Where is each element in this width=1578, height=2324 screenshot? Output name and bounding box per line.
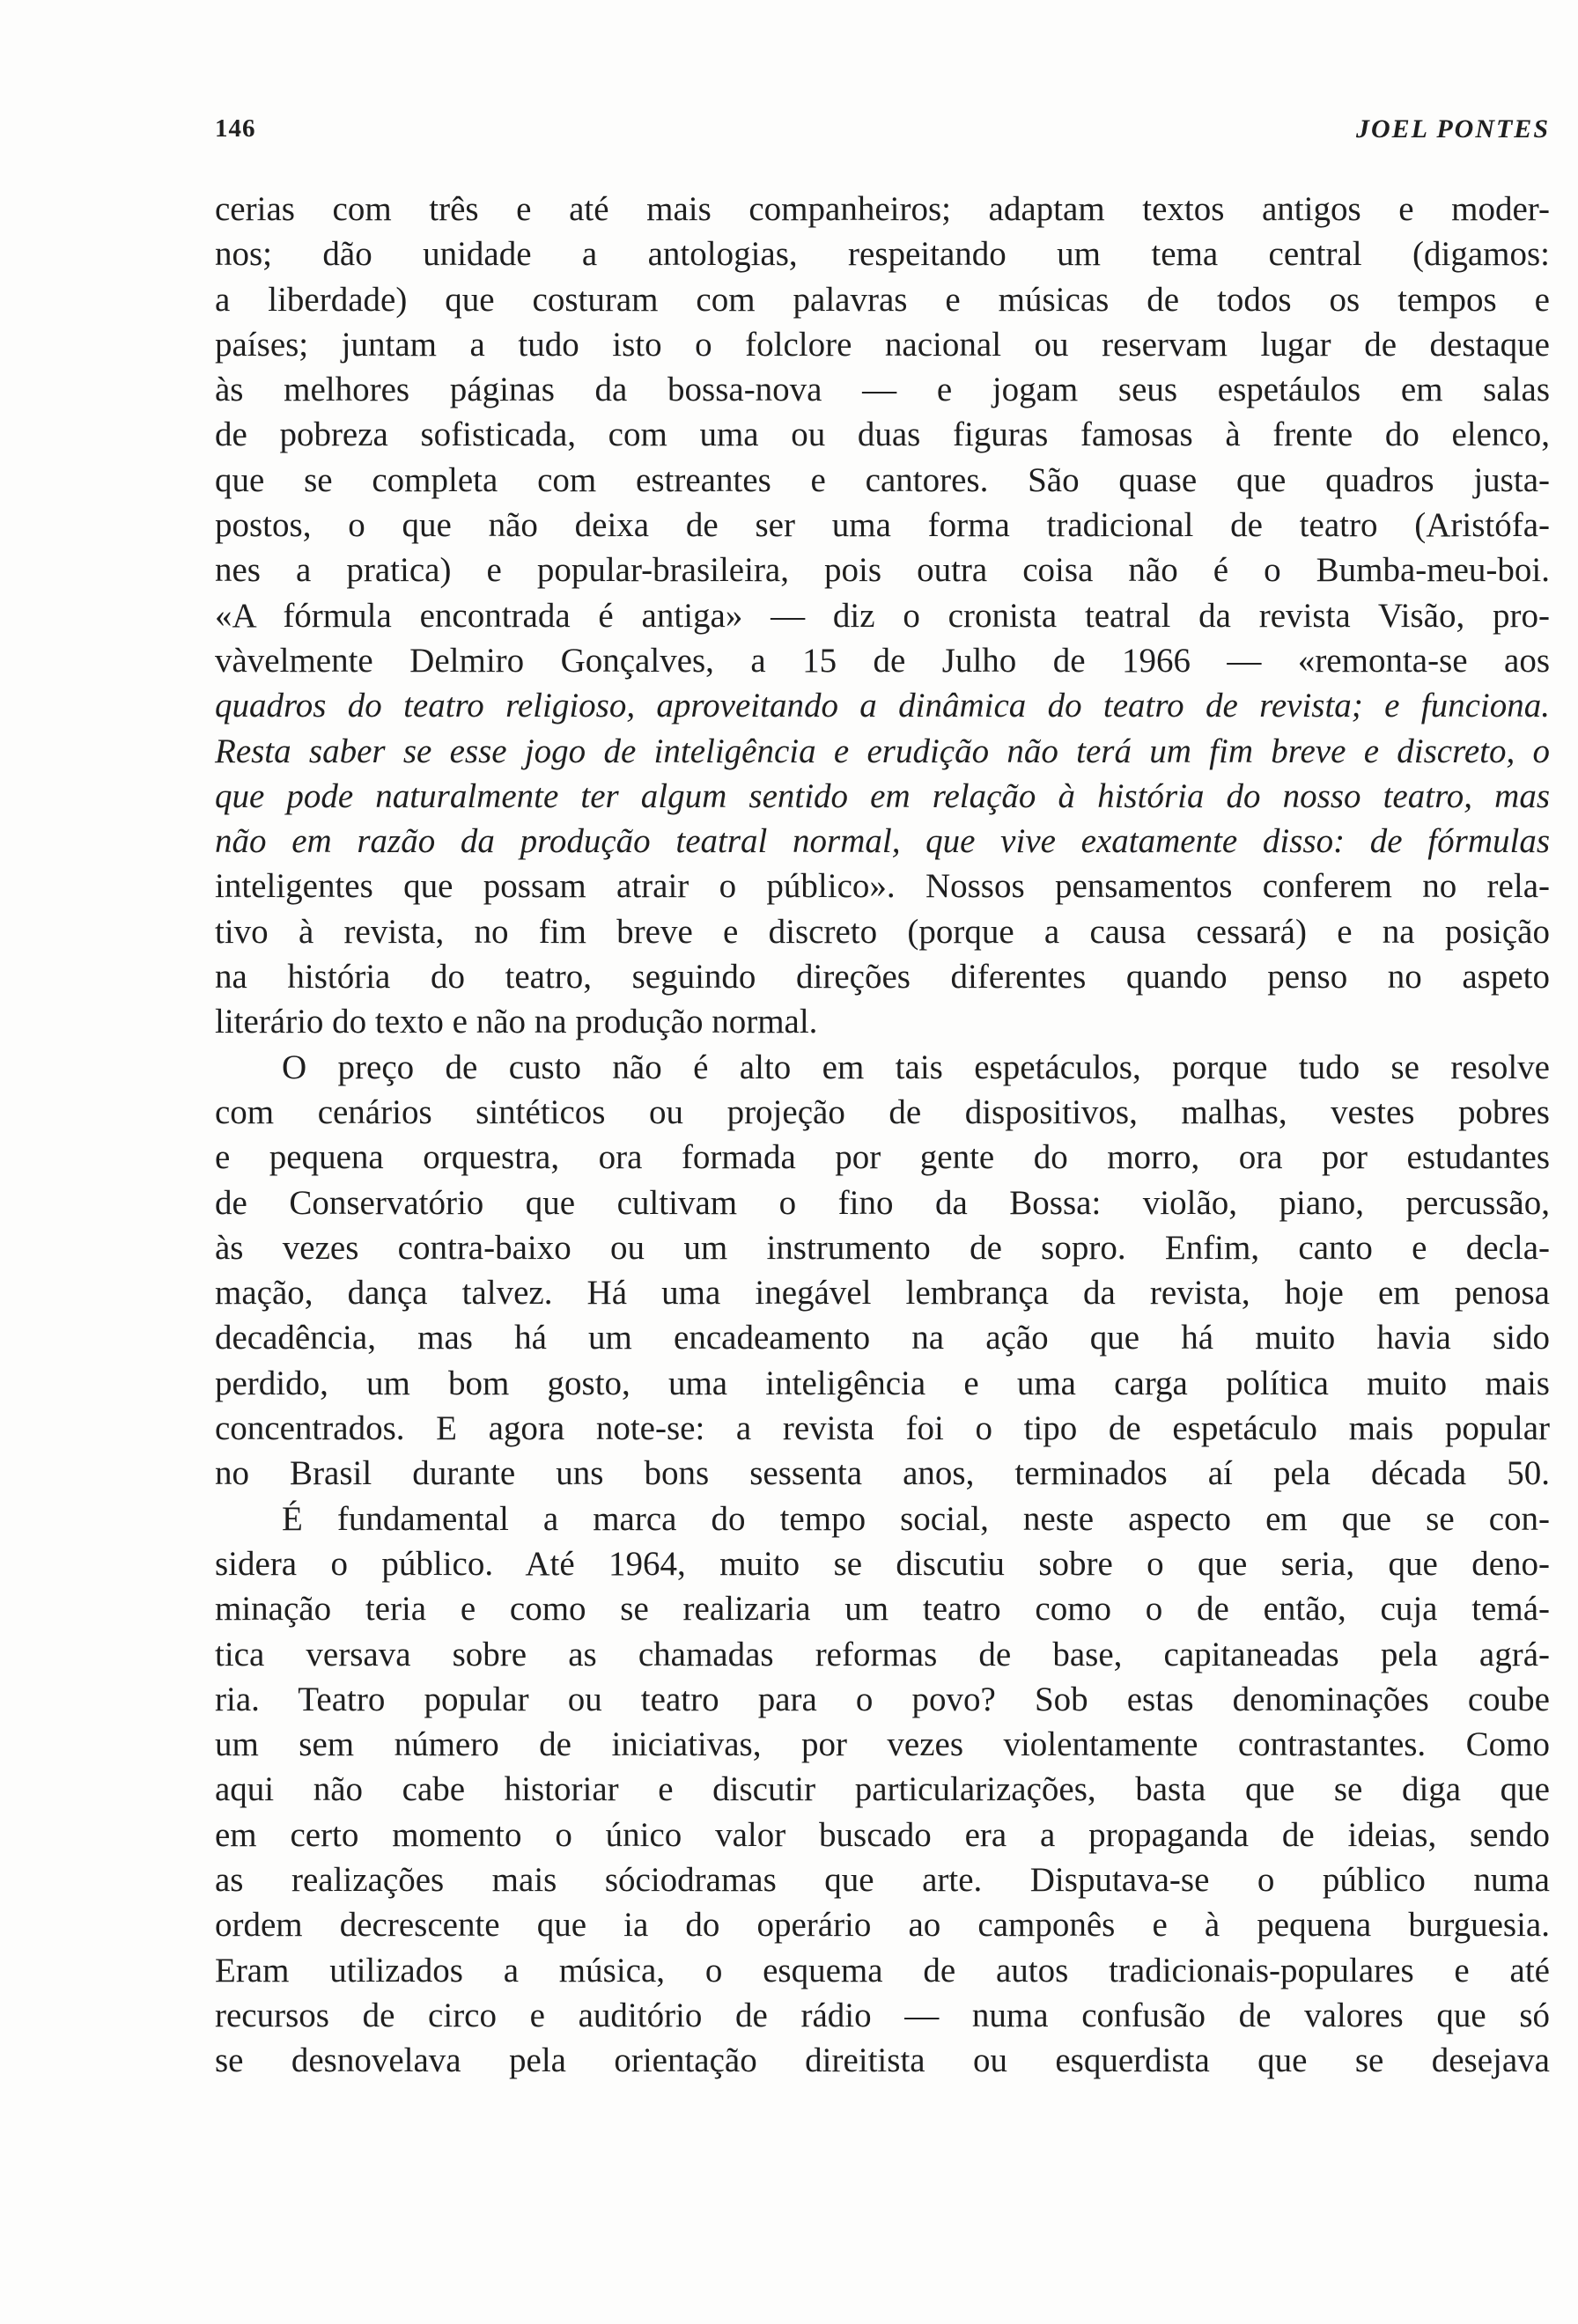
text-line: minação teria e como se realizaria um teatro como o de então, cuja temá- xyxy=(215,1590,1550,1629)
text-line: e pequena orquestra, ora formada por gente do morro, ora por estudantes xyxy=(215,1138,1550,1177)
text-line: ordem decrescente que ia do operário ao camponês e à pequena burguesia. xyxy=(215,1906,1550,1945)
text-line: nos; dão unidade a antologias, respeitando um tema central (digamos: xyxy=(215,235,1550,274)
text-line: tica versava sobre as chamadas reformas de base, capitaneadas pela agrá- xyxy=(215,1635,1550,1673)
text-line: perdido, um bom gosto, uma inteligência e uma carga política muito mais xyxy=(215,1364,1550,1402)
text-line: a liberdade) que costuram com palavras e músicas de todos os tempos e xyxy=(215,280,1550,319)
text-line: cerias com três e até mais companheiros; adaptam textos antigos e moder- xyxy=(215,190,1550,228)
text-line: «A fórmula encontrada é antiga» — diz o cronista teatral da revista Visão, pro- xyxy=(215,596,1550,635)
text-line: decadência, mas há um encadeamento na ação que há muito havia sido xyxy=(215,1319,1550,1357)
text-line: as realizações mais sóciodramas que arte. Disputava-se o público numa xyxy=(215,1860,1550,1899)
text-line: que pode naturalmente ter algum sentido em relação à história do nosso teatro, mas xyxy=(215,776,1550,815)
text-line: com cenários sintéticos ou projeção de dispositivos, malhas, vestes pobres xyxy=(215,1092,1550,1131)
text-line: quadros do teatro religioso, aproveitando a dinâmica do teatro de revista; e funciona. xyxy=(215,687,1550,725)
text-line: nes a pratica) e popular-brasileira, pois outra coisa não é o Bumba-meu-boi. xyxy=(215,551,1550,590)
text-line: no Brasil durante uns bons sessenta anos, terminados aí pela década 50. xyxy=(215,1454,1550,1493)
text-line: recursos de circo e auditório de rádio — numa confusão de valores que só xyxy=(215,1996,1550,2034)
text-line: países; juntam a tudo isto o folclore nacional ou reservam lugar de destaque xyxy=(215,325,1550,364)
text-line: em certo momento o único valor buscado era a propaganda de ideias, sendo xyxy=(215,1815,1550,1854)
text-line: postos, o que não deixa de ser uma forma tradicional de teatro (Aristófa- xyxy=(215,506,1550,545)
text-line: mação, dança talvez. Há uma inegável lembrança da revista, hoje em penosa xyxy=(215,1274,1550,1313)
text-line: Eram utilizados a música, o esquema de autos tradicionais-populares e até xyxy=(215,1951,1550,1989)
text-line: na história do teatro, seguindo direções diferentes quando penso no aspeto xyxy=(215,958,1550,997)
text-line: O preço de custo não é alto em tais espetáculos, porque tudo se resolve xyxy=(282,1048,1550,1086)
text-line: É fundamental a marca do tempo social, neste aspecto em que se con- xyxy=(282,1499,1550,1538)
page-number: 146 xyxy=(215,114,256,143)
text-line: Resta saber se esse jogo de inteligência e erudição não terá um fim breve e discreto, o xyxy=(215,732,1550,770)
body-text xyxy=(215,187,1550,2083)
text-line: concentrados. E agora note-se: a revista foi o tipo de espetáculo mais popular xyxy=(215,1409,1550,1448)
text-line: de pobreza sofisticada, com uma ou duas figuras famosas à frente do elenco, xyxy=(215,416,1550,454)
text-line: se desnovelava pela orientação direitista ou esquerdista que se desejava xyxy=(215,2041,1550,2080)
text-line: literário do texto e não na produção normal. xyxy=(215,1003,818,1041)
text-line: sidera o público. Até 1964, muito se discutiu sobre o que seria, que deno- xyxy=(215,1544,1550,1583)
text-line: um sem número de iniciativas, por vezes violentamente contrastantes. Como xyxy=(215,1725,1550,1764)
text-line: que se completa com estreantes e cantores. São quase que quadros justa- xyxy=(215,460,1550,499)
text-line: ria. Teatro popular ou teatro para o povo? Sob estas denominações coube xyxy=(215,1680,1550,1718)
running-head-author: JOEL PONTES xyxy=(1355,114,1550,143)
text-line: aqui não cabe historiar e discutir particularizações, basta que se diga que xyxy=(215,1770,1550,1809)
text-line: inteligentes que possam atrair o público». Nossos pensamentos conferem no rela- xyxy=(215,867,1550,906)
text-line: às vezes contra-baixo ou um instrumento de sopro. Enfim, canto e decla- xyxy=(215,1228,1550,1267)
text-line: de Conservatório que cultivam o fino da Bossa: violão, piano, percussão, xyxy=(215,1183,1550,1222)
text-line: não em razão da produção teatral normal, que vive exatamente disso: de fórmulas xyxy=(215,822,1550,861)
running-head xyxy=(215,114,1550,158)
text-line: às melhores páginas da bossa-nova — e jogam seus espetáulos em salas xyxy=(215,371,1550,409)
text-line: vàvelmente Delmiro Gonçalves, a 15 de Julho de 1966 — «remonta-se aos xyxy=(215,641,1550,680)
text-line: tivo à revista, no fim breve e discreto (porque a causa cessará) e na posição xyxy=(215,912,1550,951)
